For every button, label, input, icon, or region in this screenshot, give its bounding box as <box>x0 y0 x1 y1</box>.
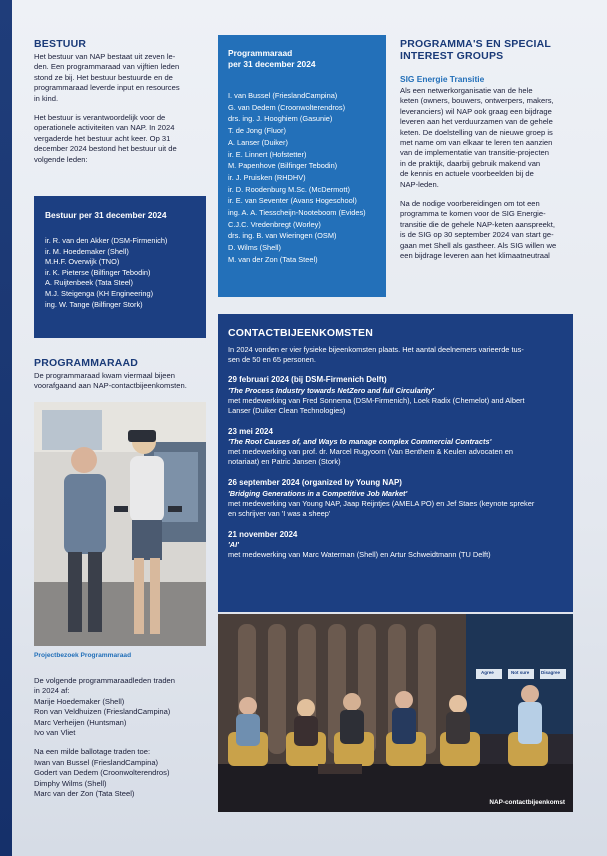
text-line: Na een milde ballotage traden toe: <box>34 747 151 757</box>
list-item: C.J.C. Vredenbregt (Worley) <box>228 219 321 229</box>
list-item: drs. ing. B. van Wieringen (OSM) <box>228 231 337 241</box>
event-date: 26 september 2024 (organized by Young NAP) <box>228 478 402 487</box>
list-item: ir. E. van Seventer (Avans Hogeschool) <box>228 196 357 206</box>
text-line: Het bestuur van NAP bestaat uit zeven le- <box>34 52 176 61</box>
title-line: Programmaraad <box>228 48 293 58</box>
screen-option: Not sure <box>511 670 530 675</box>
event-desc: met medewerking van prof. dr. Marcel Rugyoorn (Van Benthem & Keulen advocaten en <box>228 447 513 456</box>
title-line: per 31 december 2024 <box>228 59 316 69</box>
text-line: voorafgaand aan NAP-contactbijeenkomsten. <box>34 381 187 391</box>
text-line: leveranciers) wil NAP ook graag een bijdrage <box>400 106 552 116</box>
contact-heading: CONTACTBIJEENKOMSTEN <box>228 327 373 339</box>
panel-discussion-illustration <box>218 614 573 812</box>
text-line: van de implementatie van transitie-projecten <box>400 148 550 158</box>
text-line: Het bestuur is verantwoordelijk voor de <box>34 113 166 123</box>
contact-intro <box>228 345 566 365</box>
text-line: de kennis en actuele voorbeelden bij de <box>400 169 534 179</box>
text-line: Als een netwerkorganisatie van de hele <box>400 86 533 95</box>
list-item: Marc Verheijen (Huntsman) <box>34 717 127 727</box>
text-line: vergaderde het bestuur acht keer. Op 31 <box>34 133 171 143</box>
sig-heading <box>400 38 585 62</box>
bestuur-heading: BESTUUR <box>34 38 87 50</box>
bestuur-para1 <box>34 52 204 104</box>
text-line: in de praktijk, daarbij gebruik makend van <box>400 158 541 168</box>
text-line: programmaraad leverde input en resources <box>34 83 180 93</box>
event-date: 29 februari 2024 (bij DSM-Firmenich Delft) <box>228 375 387 384</box>
sig-section <box>400 38 585 262</box>
text-line: operationele activiteiten van NAP. In 2024 <box>34 123 175 133</box>
programmaraad-heading: PROGRAMMARAAD <box>34 357 139 369</box>
event-title: 'The Root Causes of, and Ways to manage complex Commercial Contracts' <box>228 437 492 446</box>
text-line: in kind. <box>34 93 59 103</box>
contact-content <box>228 327 566 560</box>
text-line: stond ze bij. Het bestuur bestuurde en de <box>34 72 173 82</box>
text-line: NAP-leden. <box>400 179 439 189</box>
event-title: 'The Process Industry towards NetZero and full Circularity' <box>228 385 434 395</box>
text-line: keten. De doelstelling van de nieuwe groep is <box>400 127 553 137</box>
text-line: den. Een programmaraad van vijftien leden <box>34 62 180 72</box>
event-title: 'AI' <box>228 540 239 549</box>
event-desc: met medewerking van Marc Waterman (Shell) en Artur Schweidtmann (TU Delft) <box>228 550 491 559</box>
text-line: programma te komen voor de SIG Energie- <box>400 209 546 219</box>
list-item: I. van Bussel (FrieslandCampina) <box>228 91 338 100</box>
text-line: De programmaraad kwam viermaal bijeen <box>34 371 175 380</box>
event-title: 'Bridging Generations in a Competitive Job Market' <box>228 488 408 498</box>
list-item: Marc van der Zon (Tata Steel) <box>34 789 135 799</box>
event-desc: met medewerking van Young NAP, Jaap Reijntjes (AMELA PO) en Jef Staes (keynote spreker <box>228 498 535 508</box>
vr-visit-illustration <box>34 402 206 646</box>
programmaraad-members-list <box>228 90 366 266</box>
list-item: D. Wilms (Shell) <box>228 243 281 253</box>
list-item: Godert van Dedem (Croonwolterendros) <box>34 768 170 778</box>
contact-photo-caption: NAP-contactbijeenkomst <box>489 799 565 806</box>
text-line: De volgende programmaraadleden traden <box>34 676 175 685</box>
event-date: 23 mei 2024 <box>228 426 273 436</box>
event-item <box>228 375 566 416</box>
list-item: ir. R. van den Akker (DSM-Firmenich) <box>45 236 168 245</box>
bestuur-section <box>34 38 204 165</box>
event-desc: Lanser (Duiker Clean Technologies) <box>228 405 346 415</box>
text-line: volgende leden: <box>34 154 88 164</box>
event-date: 21 november 2024 <box>228 529 298 539</box>
list-item: ing. A. A. Tiesscheijn-Nooteboom (Evides) <box>228 208 366 218</box>
list-item: M.J. Steigenga (KH Engineering) <box>45 288 154 298</box>
list-item: ir. E. Linnert (Hofstetter) <box>228 149 307 159</box>
list-item: Dimphy Wilms (Shell) <box>34 778 107 788</box>
heading-line: INTEREST GROUPS <box>400 50 504 62</box>
text-line: is de SIG op 30 september 2024 van start ge- <box>400 230 554 240</box>
list-item: M. Papenhove (Bilfinger Tebodin) <box>228 161 338 171</box>
list-item: Ron van Veldhuizen (FrieslandCampina) <box>34 707 171 717</box>
text-line: in 2024 af: <box>34 686 70 696</box>
list-item: Marije Hoedemaker (Shell) <box>34 696 125 706</box>
list-item: ir. D. Roodenburg M.Sc. (McDermott) <box>228 184 350 194</box>
text-line: transitie die de gehele NAP-keten aanspreekt, <box>400 219 555 229</box>
text-line: Na de nodige voorbereidingen om tot een <box>400 199 540 209</box>
bestuur-members-box <box>34 196 206 338</box>
list-item: T. de Jong (Fluor) <box>228 126 286 136</box>
event-desc: met medewerking van Fred Sonnema (DSM-Firmenich), Loek Radix (Chemelot) and Albert <box>228 395 525 405</box>
sig-subheading: SIG Energie Transitie <box>400 74 485 84</box>
programmaraad-photo <box>34 402 206 646</box>
text-line: In 2024 vonden er vier fysieke bijeenkomsten plaats. Het aantal deelnemers varieerde tus- <box>228 345 524 354</box>
list-item: G. van Dedem (Croonwolterendros) <box>228 102 346 112</box>
list-item: ir. M. Hoedemaker (Shell) <box>45 246 129 256</box>
sig-para1 <box>400 86 585 190</box>
event-item <box>228 478 566 519</box>
text-line: leveren aan het verduurzamen van de gehele <box>400 117 553 127</box>
screen-option: Disagree <box>541 670 561 675</box>
list-item: ir. K. Pieterse (Bilfinger Tebodin) <box>45 267 151 277</box>
list-item: A. Lanser (Duiker) <box>228 137 288 147</box>
text-line: keten (owners, bouwers, ontwerpers, makers, <box>400 96 554 106</box>
contactbijeenkomsten-box <box>218 314 573 612</box>
event-item <box>228 530 566 561</box>
text-line: een bijdrage leveren aan het klimaatneutraal <box>400 251 550 261</box>
bestuur-box-title: Bestuur per 31 december 2024 <box>45 210 167 220</box>
list-item: A. Ruijtenbeek (Tata Steel) <box>45 278 133 288</box>
event-item <box>228 427 566 468</box>
screen-option: Agree <box>481 670 494 675</box>
list-item: M. van der Zon (Tata Steel) <box>228 254 318 264</box>
list-item: ing. W. Tange (Bilfinger Stork) <box>45 299 143 309</box>
list-item: ir. J. Pruisken (RHDHV) <box>228 172 306 182</box>
text-line: gaan met Shell als gastheer. Als SIG willen we <box>400 240 557 250</box>
list-item: drs. ing. J. Hooghiem (Gasunie) <box>228 114 333 124</box>
bestuur-para2 <box>34 113 204 165</box>
event-desc: notariaat) en Patric Jansen (Stork) <box>228 457 341 466</box>
list-item: M.H.F. Overwijk (TNO) <box>45 257 120 267</box>
programmaraad-section <box>34 357 206 392</box>
programmaraad-members-box <box>218 35 386 297</box>
event-desc: en schrijver van 'I was a sheep' <box>228 508 331 518</box>
heading-line: PROGRAMMA'S EN SPECIAL <box>400 38 551 50</box>
text-line: december 2024 bestond het bestuur uit de <box>34 144 177 154</box>
text-line: met name om van elkaar te leren ten aanzien <box>400 138 553 148</box>
list-item: Iwan van Bussel (FrieslandCampina) <box>34 757 159 767</box>
bestuur-members-list <box>45 236 167 310</box>
list-item: Ivo van Vliet <box>34 728 76 738</box>
programmaraad-changes <box>34 676 206 799</box>
programmaraad-box-title <box>228 48 316 70</box>
sig-para2 <box>400 199 585 261</box>
programmaraad-photo-caption: Projectbezoek Programmaraad <box>34 652 132 659</box>
text-line: sen de 50 en 65 personen. <box>228 355 316 364</box>
contact-photo <box>218 614 573 812</box>
